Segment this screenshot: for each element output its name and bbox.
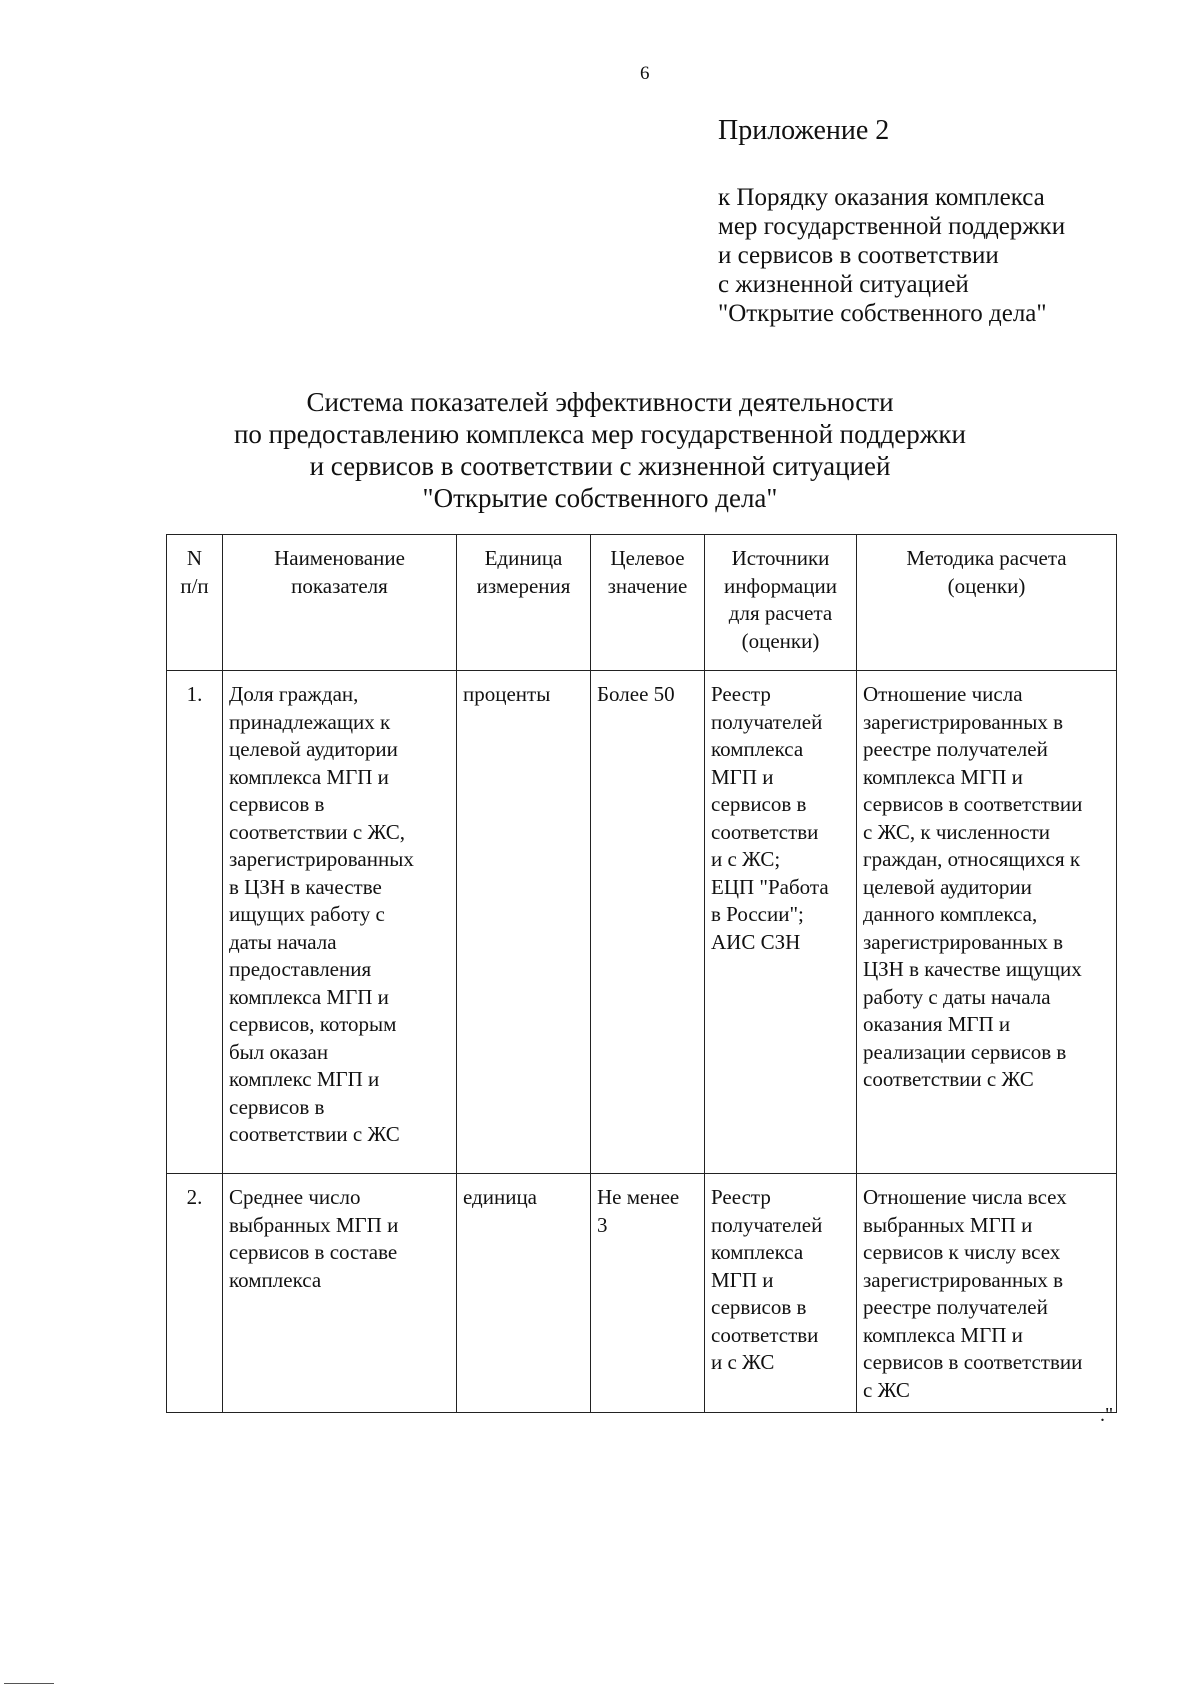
table-row <box>167 1174 1117 1413</box>
heading-line: "Открытие собственного дела" <box>422 483 778 513</box>
appendix-reference-line: мер государственной поддержки <box>718 213 1066 240</box>
appendix-reference-line: "Открытие собственного дела" <box>718 300 1047 327</box>
appendix-title: Приложение 2 <box>718 115 890 146</box>
header-indicator-name: Наименование показателя <box>223 535 457 671</box>
indicator-name: Среднее число выбранных МГП и сервисов в составе комплекса <box>223 1174 457 1413</box>
unit-of-measure: единица <box>457 1174 591 1413</box>
heading-line: и сервисов в соответствии с жизненной ситуацией <box>309 451 891 481</box>
heading-line: по предоставлению комплекса мер государственной поддержки <box>233 419 967 449</box>
target-value: Более 50 <box>591 671 705 1174</box>
indicators-table <box>166 534 1117 1413</box>
header-number: N п/п <box>167 535 223 671</box>
calculation-method: Отношение числа зарегистрированных в реестре получателей комплекса МГП и сервисов в соответствии с ЖС, к численности граждан, относящихся к целевой аудитории данного комплекса, зарегистрированных в ЦЗН в качестве ищущих работу с даты начала оказания МГП и реализации сервисов в соответствии с ЖС <box>857 671 1117 1174</box>
calculation-method: Отношение числа всех выбранных МГП и сервисов к числу всех зарегистрированных в реестре получателей комплекса МГП и сервисов в соответствии с ЖС <box>857 1174 1117 1413</box>
header-sources: Источники информации для расчета (оценки) <box>705 535 857 671</box>
scan-edge-mark <box>4 1683 54 1684</box>
row-number: 1. <box>167 671 223 1174</box>
indicator-name: Доля граждан, принадлежащих к целевой аудитории комплекса МГП и сервисов в соответствии с ЖС, зарегистрированных в ЦЗН в качестве ищущих работу с даты начала предоставления комплекса МГП и сервисов, которым был оказан комплекс МГП и сервисов в соответствии с ЖС <box>223 671 457 1174</box>
closing-quote-mark: ." <box>1100 1404 1114 1426</box>
header-unit: Единица измерения <box>457 535 591 671</box>
appendix-reference <box>718 183 1065 328</box>
table-header-row <box>167 535 1117 671</box>
header-target-value: Целевое значение <box>591 535 705 671</box>
document-heading <box>150 386 1050 514</box>
heading-line: Система показателей эффективности деятельности <box>306 387 894 417</box>
target-value: Не менее 3 <box>591 1174 705 1413</box>
page-number: 6 <box>640 63 650 84</box>
appendix-reference-line: и сервисов в соответствии <box>718 242 999 269</box>
row-number: 2. <box>167 1174 223 1413</box>
header-method: Методика расчета (оценки) <box>857 535 1117 671</box>
information-sources: Реестр получателей комплекса МГП и сервисов в соответстви и с ЖС <box>705 1174 857 1413</box>
information-sources: Реестр получателей комплекса МГП и сервисов в соответстви и с ЖС; ЕЦП "Работа в России"; АИС СЗН <box>705 671 857 1174</box>
unit-of-measure: проценты <box>457 671 591 1174</box>
table-row <box>167 671 1117 1174</box>
appendix-reference-line: к Порядку оказания комплекса <box>718 184 1045 211</box>
appendix-reference-line: с жизненной ситуацией <box>718 271 969 298</box>
